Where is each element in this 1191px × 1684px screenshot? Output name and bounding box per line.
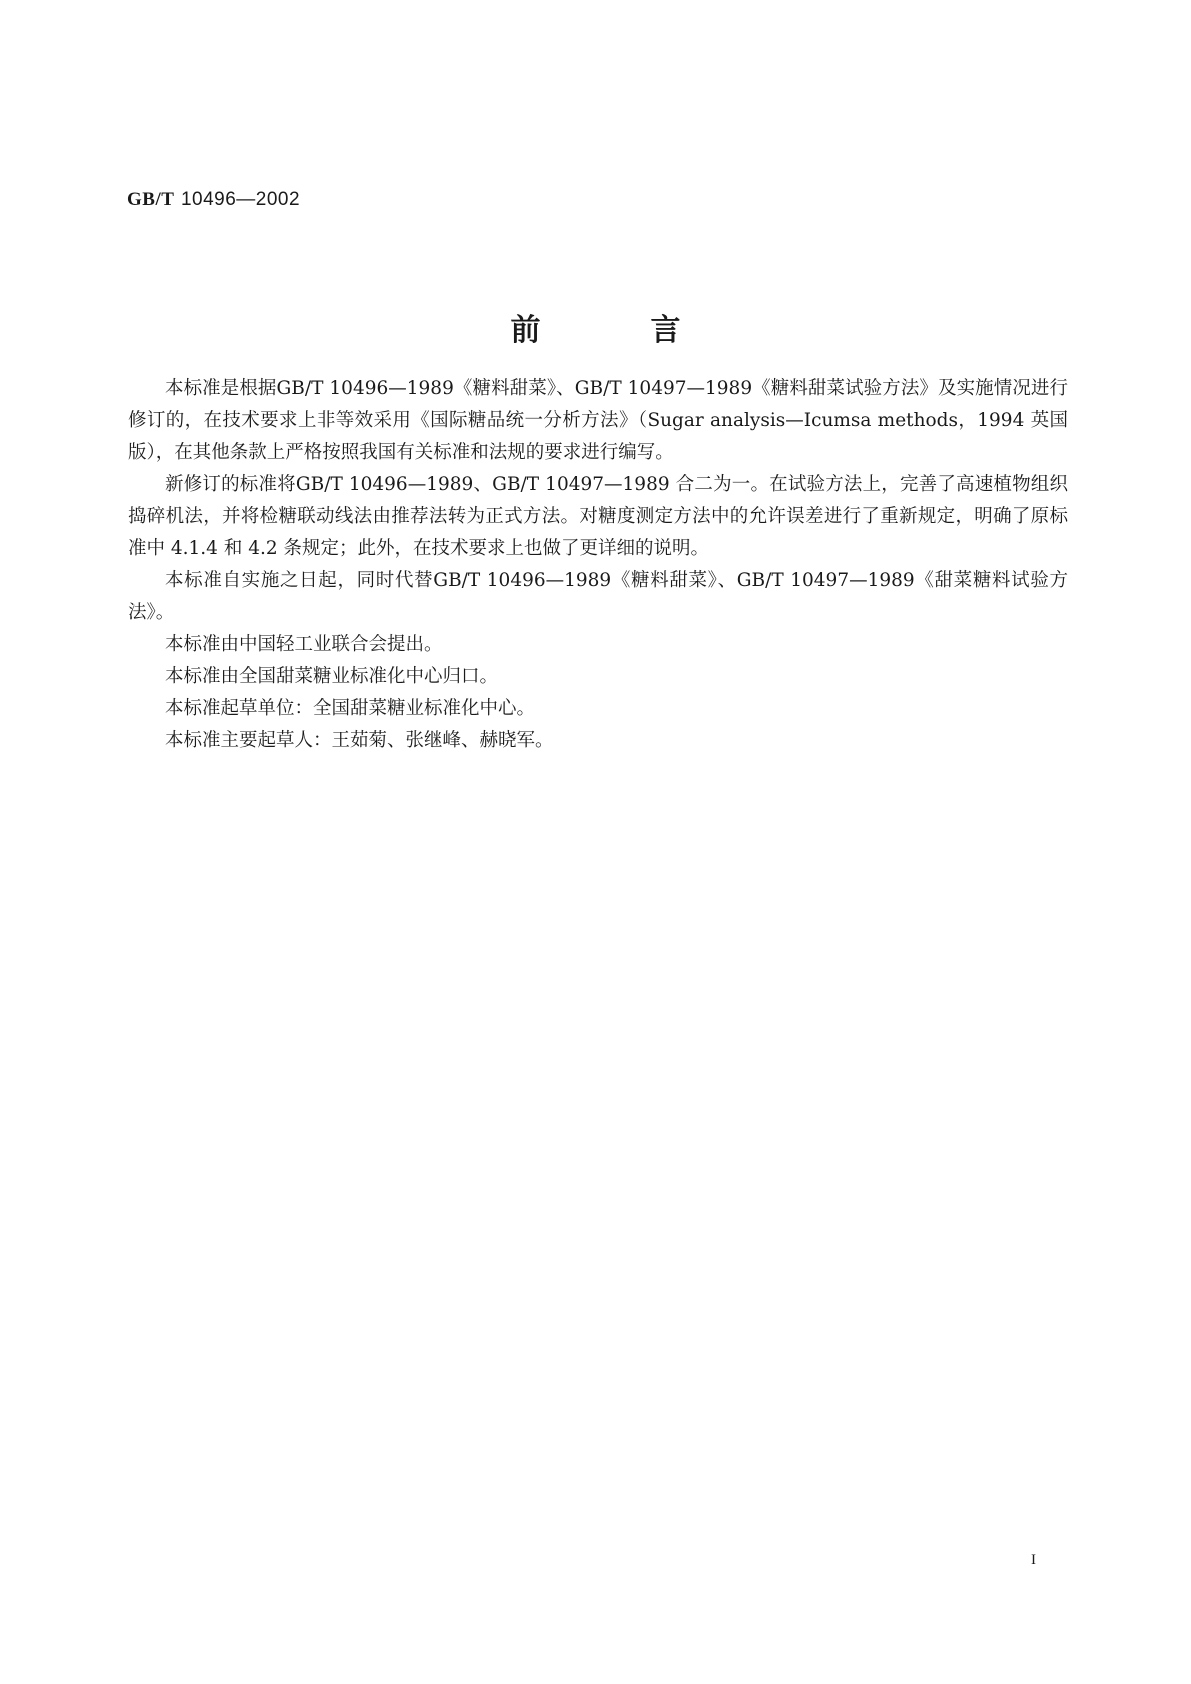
paragraph-proposed-by: 本标准由中国轻工业联合会提出。 <box>165 634 443 655</box>
standard-number-header <box>127 188 300 211</box>
standard-code: 10496—2002 <box>180 189 301 210</box>
paragraph-basis: 本标准是根据GB/T 10496—1989《糖料甜菜》、GB/T 10497—1989《糖料甜菜试验方法》及实施情况进行修订的，在技术要求上非等效采用《国际糖品统一分析方法》（Sugar analysis—Icumsa methods，1994 英国版），在其他条款上严格按照我国有关标准和法规的要求进行编写。 <box>128 378 1068 463</box>
paragraph-drafting-unit: 本标准起草单位：全国甜菜糖业标准化中心。 <box>165 698 536 719</box>
paragraph-drafters: 本标准主要起草人：王茹菊、张继峰、赫晓军。 <box>165 730 554 751</box>
paragraph-administered-by: 本标准由全国甜菜糖业标准化中心归口。 <box>165 666 499 687</box>
paragraph-replacement: 本标准自实施之日起，同时代替GB/T 10496—1989《糖料甜菜》、GB/T 10497—1989《甜菜糖料试验方法》。 <box>128 570 1068 623</box>
page-title: 前言 <box>510 313 791 348</box>
standard-prefix: GB/T <box>127 189 175 210</box>
foreword-body <box>128 373 1068 757</box>
paragraph-revisions: 新修订的标准将GB/T 10496—1989、GB/T 10497—1989 合二为一。在试验方法上，完善了高速植物组织捣碎机法，并将检糖联动线法由推荐法转为正式方法。对糖度测定方法中的允许误差进行了重新规定，明确了原标准中 4.1.4 和 4.2 条规定；此外，在技术要求上也做了更详细的说明。 <box>128 474 1068 559</box>
page-number: I <box>1031 1552 1036 1568</box>
